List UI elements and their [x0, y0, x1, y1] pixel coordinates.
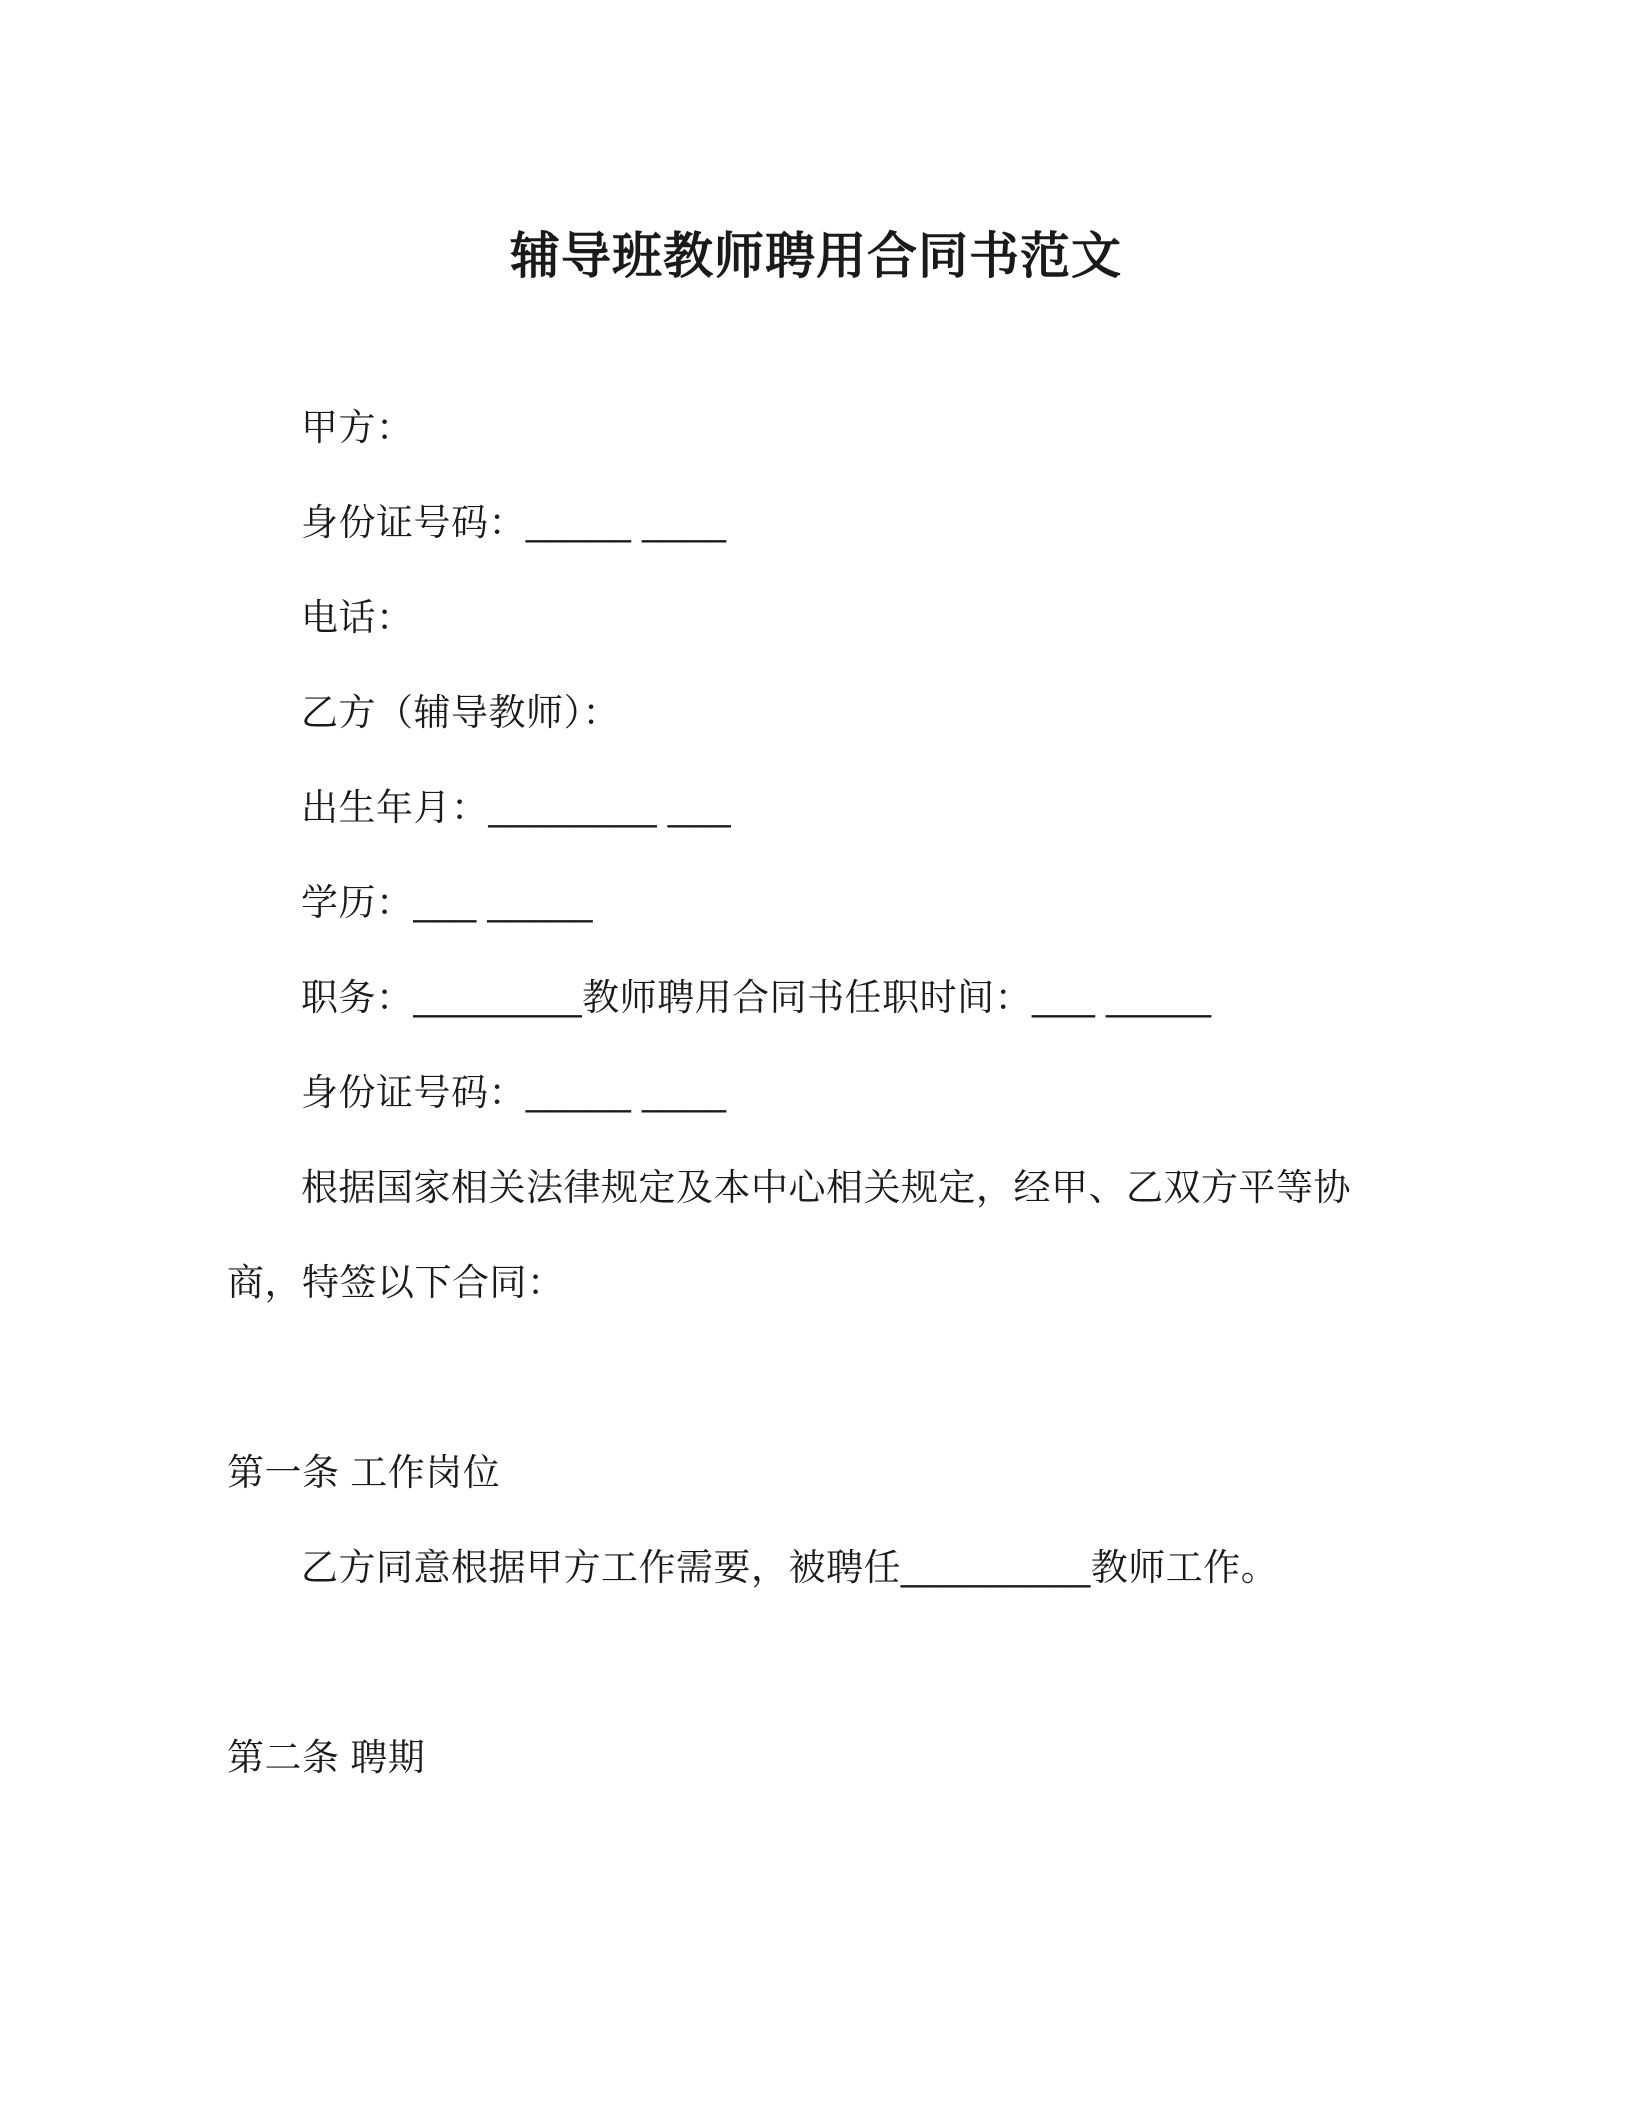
field-id-number-b: 身份证号码：_____ ____ — [301, 1072, 727, 1113]
article-1-body: 乙方同意根据甲方工作需要，被聘任_________教师工作。 — [301, 1547, 1279, 1588]
field-phone: 电话： — [301, 597, 414, 638]
article-1-heading: 第一条 工作岗位 — [227, 1452, 501, 1493]
field-position: 职务：________教师聘用合同书任职时间：___ _____ — [301, 977, 1212, 1018]
field-education: 学历：___ _____ — [301, 882, 593, 923]
article-2-heading: 第二条 聘期 — [227, 1737, 426, 1778]
section-spacer — [227, 1330, 1405, 1425]
preamble-line-2: 商，特签以下合同： — [227, 1262, 565, 1303]
section-spacer — [227, 1615, 1405, 1710]
field-id-number-a: 身份证号码：_____ ____ — [301, 502, 727, 543]
preamble-line-1: 根据国家相关法律规定及本中心相关规定，经甲、乙双方平等协 — [301, 1167, 1351, 1208]
title-spacer — [227, 302, 1405, 380]
document-title: 辅导班教师聘用合同书范文 — [510, 228, 1122, 284]
field-party-a: 甲方： — [301, 407, 414, 448]
field-birth-date: 出生年月：________ ___ — [301, 787, 732, 828]
field-party-b: 乙方（辅导教师）： — [301, 692, 620, 733]
